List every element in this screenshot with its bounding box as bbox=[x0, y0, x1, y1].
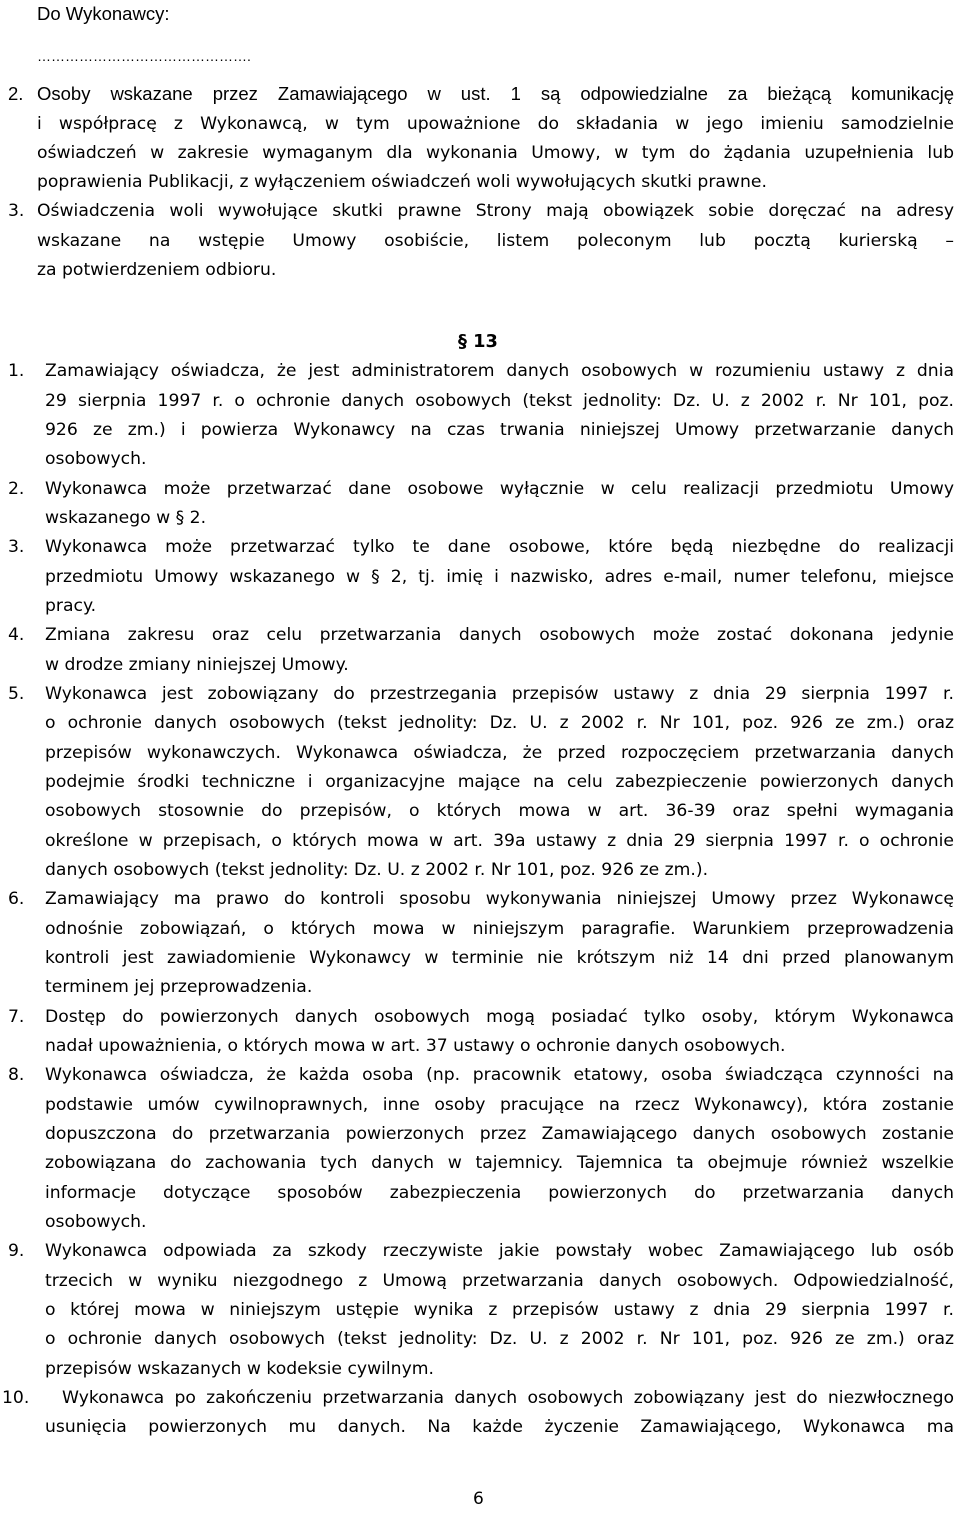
text-line: Zmiana zakresu oraz celu przetwarzania danych osobowych może zostać dokonana jedynie bbox=[45, 625, 954, 645]
text-line: poprawienia Publikacji, z wyłączeniem oświadczeń woli wywołujących skutki prawne. bbox=[37, 172, 767, 192]
text-line: podejmie środki techniczne i organizacyjne mające na celu zabezpieczenie powierzonych danych bbox=[45, 772, 954, 792]
text-line: usunięcia powierzonych mu danych. Na każde życzenie Zamawiającego, Wykonawca ma bbox=[45, 1417, 954, 1437]
text-line: Wykonawca po zakończeniu przetwarzania danych osobowych zobowiązany jest do niezwłocznego bbox=[62, 1388, 954, 1408]
text-line: 926 ze zm.) i powierza Wykonawcy na czas trwania niniejszej Umowy przetwarzanie danych bbox=[45, 420, 954, 440]
item-number: 3. bbox=[8, 201, 25, 221]
item-number: 2. bbox=[8, 479, 25, 499]
text-line: kontroli jest zawiadomienie Wykonawcy w terminie nie krótszym niż 14 dni przed planowanym bbox=[45, 948, 954, 968]
text-line: w drodze zmiany niniejszej Umowy. bbox=[45, 655, 349, 675]
text-line: o której mowa w niniejszym ustępie wynika z przepisów ustawy z dnia 29 sierpnia 1997 r. bbox=[45, 1300, 954, 1320]
text-line: Wykonawca może przetwarzać dane osobowe wyłącznie w celu realizacji przedmiotu Umowy bbox=[45, 479, 954, 499]
text-line: 29 sierpnia 1997 r. o ochronie danych osobowych (tekst jednolity: Dz. U. z 2002 r. Nr 101, poz. bbox=[45, 391, 954, 411]
item-number: 1. bbox=[8, 361, 25, 381]
item-number: 4. bbox=[8, 625, 25, 645]
item-number: 9. bbox=[8, 1241, 25, 1261]
section-heading: § 13 bbox=[458, 331, 498, 352]
text-line: i współpracę z Wykonawcą, w tym upoważnione do składania w jego imieniu samodzielnie bbox=[37, 114, 954, 134]
text-line: terminem jej przeprowadzenia. bbox=[45, 977, 313, 997]
text-line: osobowych. bbox=[45, 449, 147, 469]
item-number: 8. bbox=[8, 1065, 25, 1085]
page-number: 6 bbox=[473, 1489, 484, 1509]
item-number: 2. bbox=[8, 83, 24, 104]
text-line: pracy. bbox=[45, 596, 97, 616]
item-number: 3. bbox=[8, 537, 25, 557]
text-line: podstawie umów cywilnoprawnych, inne osoby pracujące na rzecz Wykonawcy), która zostanie bbox=[45, 1095, 954, 1115]
text-line: Oświadczenia woli wywołujące skutki prawne Strony mają obowiązek sobie doręczać na adresy bbox=[37, 201, 954, 221]
text-line: informacje dotyczące sposobów zabezpieczenia powierzonych do przetwarzania danych bbox=[45, 1183, 954, 1203]
text-line: przedmiotu Umowy wskazanego w § 2, tj. imię i nazwisko, adres e-mail, numer telefonu, miejsce bbox=[45, 567, 954, 587]
text-line: osobowych stosownie do przepisów, o których mowa w art. 36-39 oraz spełni wymagania bbox=[45, 801, 954, 821]
text-line: trzecich w wyniku niezgodnego z Umową przetwarzania danych osobowych. Odpowiedzialność, bbox=[45, 1271, 954, 1291]
text-line: Dostęp do powierzonych danych osobowych mogą posiadać tylko osoby, którym Wykonawca bbox=[45, 1007, 954, 1027]
text-line: wskazane na wstępie Umowy osobiście, listem poleconym lub pocztą kurierską – bbox=[37, 231, 954, 251]
text-line: danych osobowych (tekst jednolity: Dz. U. z 2002 r. Nr 101, poz. 926 ze zm.). bbox=[45, 860, 709, 880]
text-line: zobowiązana do zachowania tych danych w tajemnicy. Tajemnica ta obejmuje również wszelkie bbox=[45, 1153, 954, 1173]
text-line: o ochronie danych osobowych (tekst jednolity: Dz. U. z 2002 r. Nr 101, poz. 926 ze zm.) oraz bbox=[45, 1329, 954, 1349]
text-line: przepisów wskazanych w kodeksie cywilnym. bbox=[45, 1359, 434, 1379]
item-number: 6. bbox=[8, 889, 25, 909]
text-line: Wykonawca może przetwarzać tylko te dane osobowe, które będą niezbędne do realizacji bbox=[45, 537, 954, 557]
text-line: Wykonawca odpowiada za szkody rzeczywiste jakie powstały wobec Zamawiającego lub osób bbox=[45, 1241, 954, 1261]
recipient-placeholder: ………………………………………. bbox=[37, 48, 251, 64]
text-line: wskazanego w § 2. bbox=[45, 508, 207, 528]
text-line: odnośnie zobowiązań, o których mowa w niniejszym paragrafie. Warunkiem przeprowadzenia bbox=[45, 919, 954, 939]
text-line: Osoby wskazane przez Zamawiającego w ust. 1 są odpowiedzialne za bieżącą komunikację bbox=[37, 83, 954, 104]
text-line: Zamawiający oświadcza, że jest administratorem danych osobowych w rozumieniu ustawy z dnia bbox=[45, 361, 954, 381]
text-line: dopuszczona do przetwarzania powierzonych przez Zamawiającego danych osobowych zostanie bbox=[45, 1124, 954, 1144]
text-line: określone w przepisach, o których mowa w art. 39a ustawy z dnia 29 sierpnia 1997 r. o ochronie bbox=[45, 831, 954, 851]
text-line: nadał upoważnienia, o których mowa w art. 37 ustawy o ochronie danych osobowych. bbox=[45, 1036, 786, 1056]
text-line: oświadczeń w zakresie wymaganym dla wykonania Umowy, w tym do żądania uzupełnienia lub bbox=[37, 143, 954, 163]
item-number: 7. bbox=[8, 1007, 25, 1027]
text-line: Wykonawca jest zobowiązany do przestrzegania przepisów ustawy z dnia 29 sierpnia 1997 r. bbox=[45, 684, 954, 704]
text-line: przepisów wykonawczych. Wykonawca oświadcza, że przed rozpoczęciem przetwarzania danych bbox=[45, 743, 954, 763]
text-line: Zamawiający ma prawo do kontroli sposobu wykonywania niniejszej Umowy przez Wykonawcę bbox=[45, 889, 954, 909]
text-line: o ochronie danych osobowych (tekst jednolity: Dz. U. z 2002 r. Nr 101, poz. 926 ze zm.) oraz bbox=[45, 713, 954, 733]
item-number: 5. bbox=[8, 684, 25, 704]
text-line: Wykonawca oświadcza, że każda osoba (np. pracownik etatowy, osoba świadcząca czynności na bbox=[45, 1065, 954, 1085]
recipient-label: Do Wykonawcy: bbox=[37, 3, 170, 24]
text-line: osobowych. bbox=[45, 1212, 147, 1232]
text-line: za potwierdzeniem odbioru. bbox=[37, 260, 277, 280]
item-number: 10. bbox=[2, 1388, 30, 1408]
